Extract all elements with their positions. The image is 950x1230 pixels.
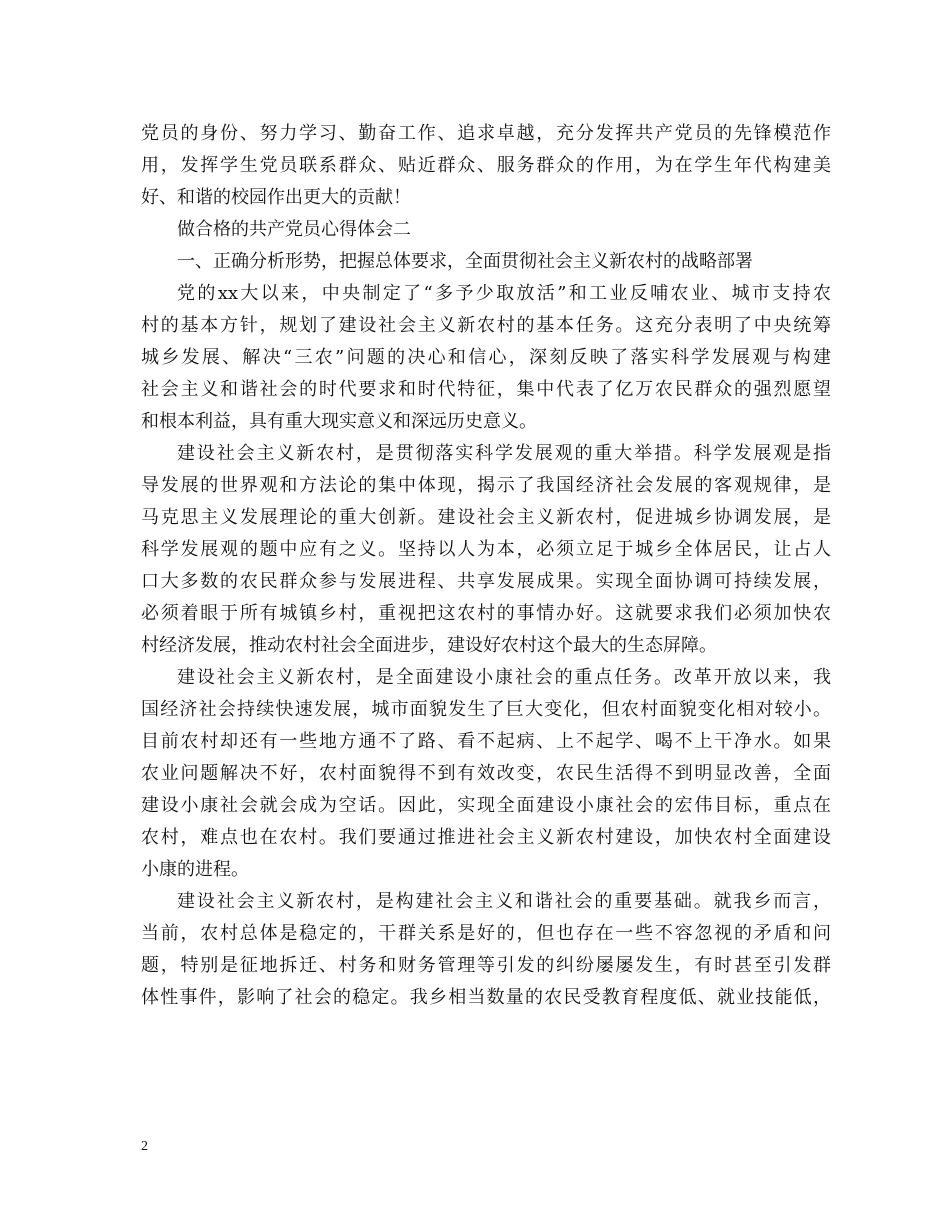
text-line: 农业问题解决不好，农村面貌得不到有效改变，农民生活得不到明显改善，全面 bbox=[141, 763, 831, 784]
text-line: 国经济社会持续快速发展，城市面貌发生了巨大变化，但农村面貌变化相对较小。 bbox=[141, 699, 831, 720]
text-line: 小康的进程。 bbox=[141, 859, 249, 880]
text-line: 建设社会主义新农村，是全面建设小康社会的重点任务。改革开放以来，我 bbox=[177, 667, 831, 688]
text-line: 农村，难点也在农村。我们要通过推进社会主义新农村建设，加快农村全面建设 bbox=[141, 827, 831, 848]
text-line: 题，特别是征地拆迁、村务和财务管理等引发的纠纷屡屡发生，有时甚至引发群 bbox=[141, 955, 831, 976]
text-line: 党的xx大以来，中央制定了“多予少取放活”和工业反哺农业、城市支持农 bbox=[177, 283, 831, 304]
text-line: 当前，农村总体是稳定的，干群关系是好的，但也存在一些不容忽视的矛盾和问 bbox=[141, 923, 831, 944]
page-number: 2 bbox=[141, 1139, 148, 1154]
section-heading: 一、正确分析形势，把握总体要求，全面贯彻社会主义新农村的战略部署 bbox=[177, 251, 753, 272]
text-line: 口大多数的农民群众参与发展进程、共享发展成果。实现全面协调可持续发展， bbox=[141, 571, 831, 592]
section-title: 做合格的共产党员心得体会二 bbox=[177, 219, 411, 240]
text-line: 城乡发展、解决“三农”问题的决心和信心，深刻反映了落实科学发展观与构建 bbox=[141, 347, 831, 368]
text-line: 建设社会主义新农村，是构建社会主义和谐社会的重要基础。就我乡而言， bbox=[177, 891, 831, 912]
text-line: 好、和谐的校园作出更大的贡献！ bbox=[141, 187, 411, 208]
body-text bbox=[141, 118, 831, 1014]
text-line: 建设小康社会就会成为空话。因此，实现全面建设小康社会的宏伟目标，重点在 bbox=[141, 795, 831, 816]
text-line: 科学发展观的题中应有之义。坚持以人为本，必须立足于城乡全体居民，让占人 bbox=[141, 539, 831, 560]
text-line: 必须着眼于所有城镇乡村，重视把这农村的事情办好。这就要求我们必须加快农 bbox=[141, 603, 831, 624]
text-line: 社会主义和谐社会的时代要求和时代特征，集中代表了亿万农民群众的强烈愿望 bbox=[141, 379, 831, 400]
text-line: 党员的身份、努力学习、勤奋工作、追求卓越，充分发挥共产党员的先锋模范作 bbox=[141, 123, 831, 144]
text-line: 导发展的世界观和方法论的集中体现，揭示了我国经济社会发展的客观规律，是 bbox=[141, 475, 831, 496]
text-line: 村经济发展，推动农村社会全面进步，建设好农村这个最大的生态屏障。 bbox=[141, 635, 717, 656]
text-line: 和根本利益，具有重大现实意义和深远历史意义。 bbox=[141, 411, 537, 432]
text-line: 建设社会主义新农村，是贯彻落实科学发展观的重大举措。科学发展观是指 bbox=[177, 443, 831, 464]
text-line: 目前农村却还有一些地方通不了路、看不起病、上不起学、喝不上干净水。如果 bbox=[141, 731, 831, 752]
text-line: 村的基本方针，规划了建设社会主义新农村的基本任务。这充分表明了中央统筹 bbox=[141, 315, 831, 336]
text-line: 用，发挥学生党员联系群众、贴近群众、服务群众的作用，为在学生年代构建美 bbox=[141, 155, 831, 176]
text-line: 马克思主义发展理论的重大创新。建设社会主义新农村，促进城乡协调发展，是 bbox=[141, 507, 831, 528]
text-line: 体性事件，影响了社会的稳定。我乡相当数量的农民受教育程度低、就业技能低， bbox=[141, 987, 831, 1008]
